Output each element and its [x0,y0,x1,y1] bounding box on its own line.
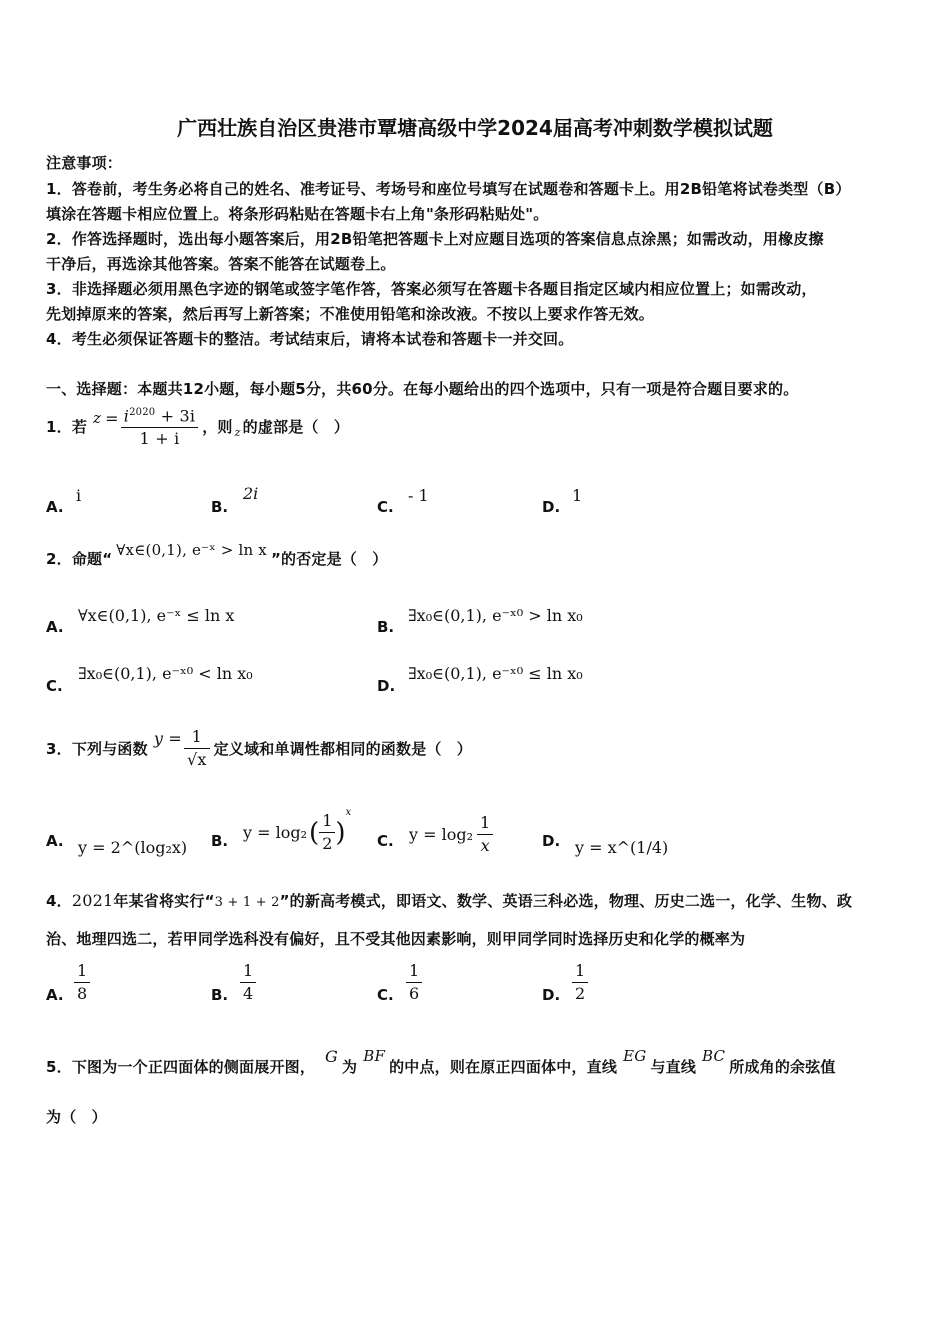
q1-option-a: i [76,486,82,505]
line-bc: BC [702,1047,726,1065]
q2-proposition: ∀x∈(0,1), e⁻ˣ > ln x [116,540,267,559]
question-5-line-2: 为（ ） [46,1108,107,1126]
option-b-label: B. [211,832,229,850]
q2-option-c: ∃x₀∈(0,1), e⁻ˣ⁰ < ln x₀ [78,664,253,683]
variable-z-small: z [234,425,241,439]
question-1-prefix: 1．若 [46,417,88,436]
q2-option-b: ∃x₀∈(0,1), e⁻ˣ⁰ > ln x₀ [408,606,583,625]
notice-line: 4．考生必须保证答题卡的整洁。考试结束后，请将本试卷和答题卡一并交回。 [46,330,574,348]
question-3-prefix: 3．下列与函数 [46,739,148,758]
q3-option-a: y = 2^(log₂x) [78,838,188,857]
line-eg: EG [623,1047,647,1065]
option-b-label: B. [211,498,229,516]
point-g: G [325,1046,339,1066]
notice-line: 干净后，再选涂其他答案。答案不能答在试题卷上。 [46,255,396,273]
question-3 [46,720,472,776]
q1-fraction [121,402,198,450]
q3-option-c: y = log₂ $\frac{1}{x}$ [409,812,493,857]
equals-sign: = [105,408,119,428]
notice-line: 2．作答选择题时，选出每小题答案后，用2B铅笔把答题卡上对应题目选项的答案信息点涂黑；如需改动，用橡皮擦 [46,230,824,248]
option-c-label: C. [46,677,63,695]
q4-option-c: $\frac{1}{6}$ [406,960,422,1005]
notice-line: 先划掉原来的答案，然后再写上新答案；不准使用铅笔和涂改液。不按以上要求作答无效。 [46,305,655,323]
option-d-label: D. [542,498,561,516]
q4-option-a: $\frac{1}{8}$ [74,960,90,1005]
q3-func-left: y = [153,728,182,748]
q3-func-fraction: $\frac{1}{√x}$ [184,726,210,771]
notice-heading: 注意事项： [46,154,123,172]
question-3-suffix: 定义域和单调性都相同的函数是（ ） [213,739,473,758]
q1-numerator: $i^{2020} + 3i$ [121,402,198,428]
option-d-label: D. [542,986,561,1004]
notice-line: 1．答卷前，考生务必将自己的姓名、准考证号、考场号和座位号填写在试题卷和答题卡上。用2B铅笔将试卷类型（B） [46,180,851,198]
section-heading: 一、选择题：本题共12小题，每小题5分，共60分。在每小题给出的四个选项中，只有一项是符合题目要求的。 [46,380,799,398]
q4-option-b: $\frac{1}{4}$ [240,960,256,1005]
question-4-line-2: 治、地理四选二，若甲同学选科没有偏好，且不受其他因素影响，则甲同学同时选择历史和化学的概率为 [46,930,746,948]
option-d-label: D. [542,832,561,850]
q1-option-c: - 1 [408,486,429,505]
page-title: 广西壮族自治区贵港市覃塘高级中学2024届高考冲刺数学模拟试题 [177,116,773,140]
q3-option-b: y = log₂ ( $\frac{1}{2}$ ) x [243,807,352,853]
q1-option-b: 2i [243,484,259,503]
variable-z: z [93,409,102,427]
q2-option-a: ∀x∈(0,1), e⁻ˣ ≤ ln x [78,606,235,625]
option-a-label: A. [46,986,64,1004]
question-5-line-1: 5．下图为一个正四面体的侧面展开图， G 为 BF 的中点，则在原正四面体中，直线 EG 与直线 BC 所成角的余弦值 [46,1046,836,1076]
q4-option-d: $\frac{1}{2}$ [572,960,588,1005]
q1-denominator: 1 + i [139,429,180,449]
question-1-mid: ，则 [202,417,233,436]
option-c-label: C. [377,498,394,516]
segment-bf: BF [363,1047,386,1065]
notice-line: 填涂在答题卡相应位置上。将条形码粘贴在答题卡右上角"条形码粘贴处"。 [46,205,549,223]
option-c-label: C. [377,832,394,850]
notice-line: 3．非选择题必须用黑色字迹的钢笔或签字笔作答，答案必须写在答题卡各题目指定区域内相应位置上；如需改动， [46,280,817,298]
question-1-suffix: 的虚部是（ ） [242,417,350,436]
question-2-prefix: 2．命题“ [46,550,113,568]
option-b-label: B. [377,618,395,636]
option-a-label: A. [46,618,64,636]
option-a-label: A. [46,832,64,850]
option-a-label: A. [46,498,64,516]
q3-option-d: y = x^(1/4) [575,838,669,857]
option-c-label: C. [377,986,394,1004]
q2-option-d: ∃x₀∈(0,1), e⁻ˣ⁰ ≤ ln x₀ [408,664,583,683]
question-2 [46,540,388,569]
option-b-label: B. [211,986,229,1004]
question-4-line-1: 4．2021年某省将实行“3 + 1 + 2”的新高考模式，即语文、数学、英语三科必选，物理、历史二选一，化学、生物、政 [46,891,853,910]
question-2-suffix: ”的否定是（ ） [270,550,388,568]
question-1 [46,400,349,452]
q1-option-d: 1 [572,486,583,505]
option-d-label: D. [377,677,396,695]
